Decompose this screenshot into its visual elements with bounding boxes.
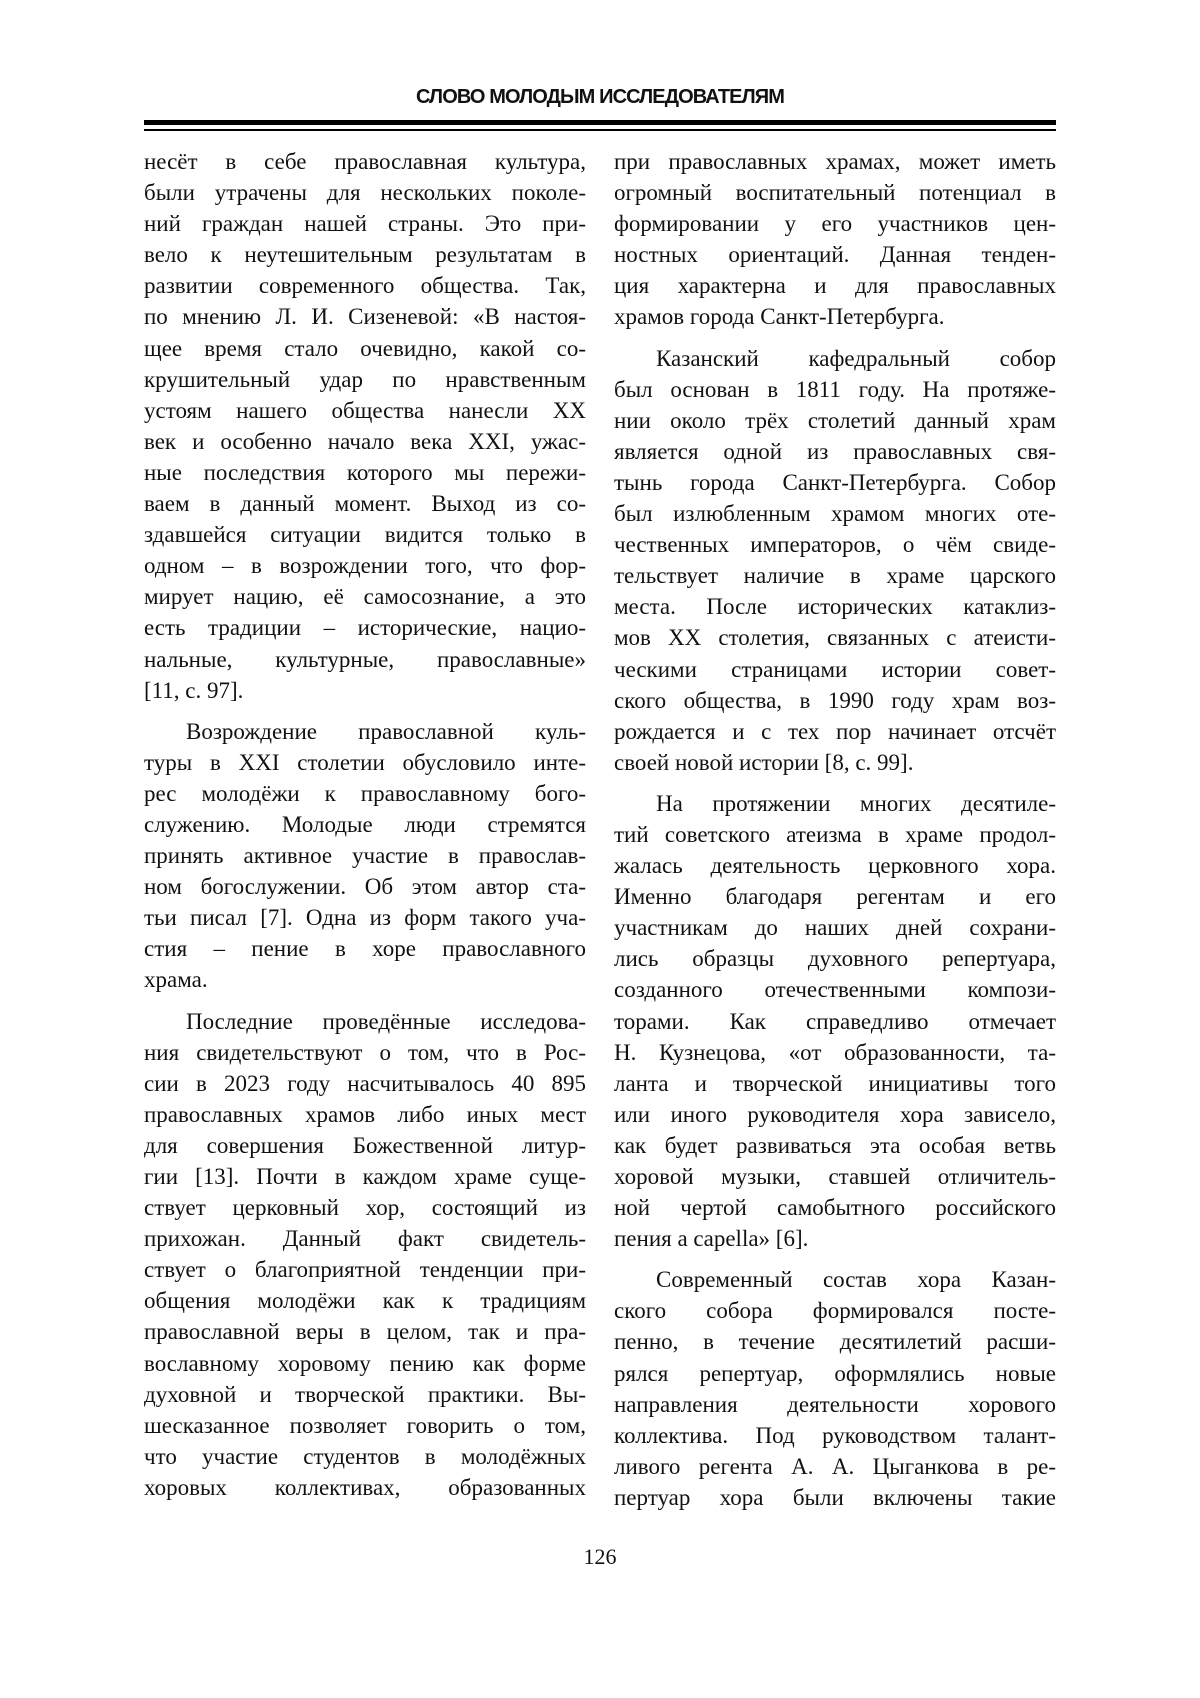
text-line: тьи писал [7]. Одна из форм такого уча- — [144, 902, 586, 933]
text-line: торами. Как справедливо отмечает — [614, 1006, 1056, 1037]
paragraph — [614, 1264, 1056, 1513]
text-line: стия – пение в хоре православного — [144, 933, 586, 964]
text-line: созданного отечественными компози- — [614, 974, 1056, 1005]
text-line: Казанский кафедральный собор — [614, 343, 1056, 374]
text-line: по мнению Л. И. Сизеневой: «В настоя- — [144, 301, 586, 332]
paragraph — [144, 146, 586, 706]
text-line: рес молодёжи к православному бого- — [144, 778, 586, 809]
text-line: был основан в 1811 году. На протяже- — [614, 374, 1056, 405]
text-line: были утрачены для нескольких поколе- — [144, 177, 586, 208]
text-line: рождается и с тех пор начинает отсчёт — [614, 716, 1056, 747]
text-line: формировании у его участников цен- — [614, 208, 1056, 239]
text-line: Последние проведённые исследова- — [144, 1006, 586, 1037]
text-line: был излюбленным храмом многих оте- — [614, 498, 1056, 529]
text-line: или иного руководителя хора зависело, — [614, 1099, 1056, 1130]
text-line: ной чертой самобытного российского — [614, 1192, 1056, 1223]
text-line: туры в XXI столетии обусловило инте- — [144, 747, 586, 778]
text-line: нии около трёх столетий данный храм — [614, 405, 1056, 436]
text-line: вело к неутешительным результатам в — [144, 239, 586, 270]
text-line: развитии современного общества. Так, — [144, 270, 586, 301]
text-line: Н. Кузнецова, «от образованности, та- — [614, 1037, 1056, 1068]
text-line: рялся репертуар, оформлялись новые — [614, 1358, 1056, 1389]
section-title: СЛОВО МОЛОДЫМ ИССЛЕДОВАТЕЛЯМ — [144, 83, 1056, 111]
text-line: пения a capella» [6]. — [614, 1223, 1056, 1254]
text-line: ния свидетельствуют о том, что в Рос- — [144, 1037, 586, 1068]
text-line: жалась деятельность церковного хора. — [614, 850, 1056, 881]
text-line: ческими страницами истории совет- — [614, 654, 1056, 685]
text-line: чественных императоров, о чём свиде- — [614, 529, 1056, 560]
text-line: ствует церковный хор, состоящий из — [144, 1192, 586, 1223]
text-line: что участие студентов в молодёжных — [144, 1441, 586, 1472]
text-line: гии [13]. Почти в каждом храме суще- — [144, 1161, 586, 1192]
text-line: хоровой музыки, ставшей отличитель- — [614, 1161, 1056, 1192]
text-line: храмов города Санкт-Петербурга. — [614, 301, 1056, 332]
header-rule-thin — [144, 129, 1056, 131]
text-line: пертуар хора были включены такие — [614, 1482, 1056, 1513]
text-line: ского собора формировался посте- — [614, 1295, 1056, 1326]
text-line: православных храмов либо иных мест — [144, 1099, 586, 1130]
text-line: [11, с. 97]. — [144, 675, 586, 706]
text-line: Современный состав хора Казан- — [614, 1264, 1056, 1295]
text-line: огромный воспитательный потенциал в — [614, 177, 1056, 208]
text-line: места. После исторических катаклиз- — [614, 591, 1056, 622]
text-line: храма. — [144, 964, 586, 995]
text-line: духовной и творческой практики. Вы- — [144, 1379, 586, 1410]
text-line: ского общества, в 1990 году храм воз- — [614, 685, 1056, 716]
text-line: устоям нашего общества нанесли XX — [144, 395, 586, 426]
text-line: ные последствия которого мы пережи- — [144, 457, 586, 488]
paragraph — [144, 716, 586, 996]
paragraph — [614, 788, 1056, 1254]
text-line: православной веры в целом, так и пра- — [144, 1316, 586, 1347]
text-line: ция характерна и для православных — [614, 270, 1056, 301]
text-line: лись образцы духовного репертуара, — [614, 943, 1056, 974]
text-line: тельствует наличие в храме царского — [614, 560, 1056, 591]
text-line: Возрождение православной куль- — [144, 716, 586, 747]
text-column-right — [614, 146, 1056, 1523]
text-line: ностных ориентаций. Данная тенден- — [614, 239, 1056, 270]
text-line: ном богослужении. Об этом автор ста- — [144, 871, 586, 902]
text-line: ливого регента А. А. Цыганкова в ре- — [614, 1451, 1056, 1482]
text-line: На протяжении многих десятиле- — [614, 788, 1056, 819]
text-line: для совершения Божественной литур- — [144, 1130, 586, 1161]
text-line: является одной из православных свя- — [614, 436, 1056, 467]
text-line: ваем в данный момент. Выход из со- — [144, 488, 586, 519]
text-line: несёт в себе православная культура, — [144, 146, 586, 177]
text-line: Именно благодаря регентам и его — [614, 881, 1056, 912]
text-line: ланта и творческой инициативы того — [614, 1068, 1056, 1099]
text-line: общения молодёжи как к традициям — [144, 1285, 586, 1316]
paragraph — [614, 146, 1056, 333]
header-rule-thick — [144, 120, 1056, 125]
text-line: ствует о благоприятной тенденции при- — [144, 1254, 586, 1285]
text-line: век и особенно начало века XXI, ужас- — [144, 426, 586, 457]
text-line: участникам до наших дней сохрани- — [614, 912, 1056, 943]
text-line: ний граждан нашей страны. Это при- — [144, 208, 586, 239]
text-line: при православных храмах, может иметь — [614, 146, 1056, 177]
text-line: мов XX столетия, связанных с атеисти- — [614, 622, 1056, 653]
text-line: сии в 2023 году насчитывалось 40 895 — [144, 1068, 586, 1099]
text-line: вославному хоровому пению как форме — [144, 1348, 586, 1379]
text-line: хоровых коллективах, образованных — [144, 1472, 586, 1503]
text-line: прихожан. Данный факт свидетель- — [144, 1223, 586, 1254]
text-line: шесказанное позволяет говорить о том, — [144, 1410, 586, 1441]
page-number: 126 — [0, 1544, 1200, 1570]
text-line: служению. Молодые люди стремятся — [144, 809, 586, 840]
text-line: есть традиции – исторические, нацио- — [144, 612, 586, 643]
text-line: мирует нацию, её самосознание, а это — [144, 581, 586, 612]
text-line: тынь города Санкт-Петербурга. Собор — [614, 467, 1056, 498]
paragraph — [614, 343, 1056, 778]
text-line: щее время стало очевидно, какой со- — [144, 333, 586, 364]
text-line: коллектива. Под руководством талант- — [614, 1420, 1056, 1451]
text-column-left — [144, 146, 586, 1513]
text-line: направления деятельности хорового — [614, 1389, 1056, 1420]
text-line: тий советского атеизма в храме продол- — [614, 819, 1056, 850]
text-line: крушительный удар по нравственным — [144, 364, 586, 395]
text-line: нальные, культурные, православные» — [144, 644, 586, 675]
text-line: здавшейся ситуации видится только в — [144, 519, 586, 550]
text-line: пенно, в течение десятилетий расши- — [614, 1326, 1056, 1357]
text-line: своей новой истории [8, с. 99]. — [614, 747, 1056, 778]
text-line: одном – в возрождении того, что фор- — [144, 550, 586, 581]
text-line: как будет развиваться эта особая ветвь — [614, 1130, 1056, 1161]
text-line: принять активное участие в православ- — [144, 840, 586, 871]
paragraph — [144, 1006, 586, 1504]
